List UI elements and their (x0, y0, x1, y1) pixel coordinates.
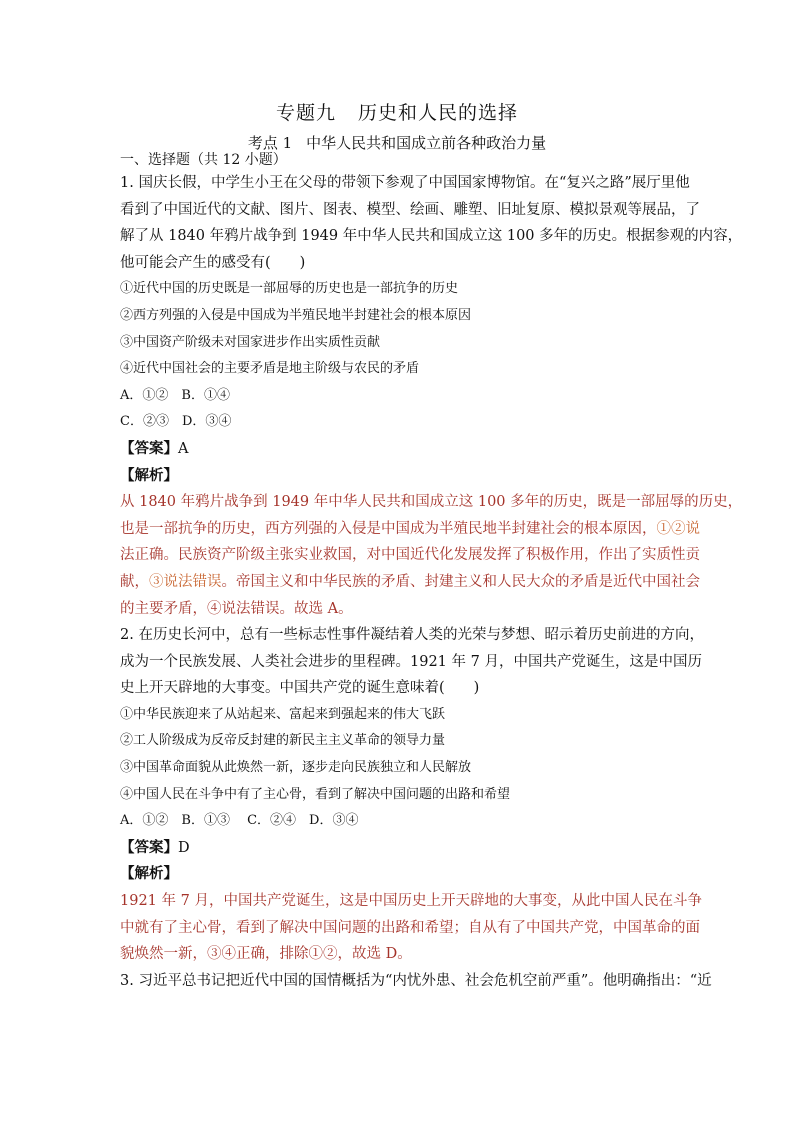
q1-stem-line: 他可能会产生的感受有( ) (120, 254, 306, 271)
q1-answer (120, 436, 682, 463)
q1-analysis-line (120, 516, 700, 543)
q2-stem-line: 成为一个民族发展、人类社会进步的里程碑。1921 年 7 月，中国共产党诞生，这是中国历 (120, 653, 702, 670)
q1-stem-line: 1. 国庆长假，中学生小王在父母的带领下参观了中国国家博物馆。在“复兴之路”展厅里他 (120, 175, 690, 191)
q2-analysis-line: 1921 年 7 月，中国共产党诞生，这是中国历史上开天辟地的大事变，从此中国人民在斗争 (120, 893, 702, 910)
q1-analysis-line: 从 1840 年鸦片战争到 1949 年中华人民共和国成立这 100 多年的历史，既是一部屈辱的历史， (120, 494, 743, 511)
q3-stem-line: 3. 习近平总书记把近代中国的国情概括为“内忧外患、社会危机空前严重”。他明确指出：“近 (120, 972, 712, 989)
q2-analysis-label: 【解析】 (120, 865, 178, 883)
answer-label: 【答案】 (120, 838, 178, 856)
q1-item: ③中国资产阶级未对国家进步作出实质性贡献 (120, 334, 381, 350)
q1-choice-row: C．②③ D．③④ (120, 414, 232, 430)
q2-choice-row: A．①② B．①③ C．②④ D．③④ (120, 813, 359, 829)
q1-analysis-line: 法正确。民族资产阶级主张实业救国，对中国近代化发展发挥了积极作用，作出了实质性贡 (120, 547, 700, 564)
subtitle-left: 考点 1 (247, 134, 293, 152)
q1-analysis-line: 的主要矛盾，④说法错误。故选 A。 (120, 600, 353, 617)
q2-item: ③中国革命面貌从此焕然一新，逐步走向民族独立和人民解放 (120, 760, 472, 776)
q1-analysis-line (120, 569, 700, 596)
page-title (0, 98, 794, 125)
title-left: 专题九 (275, 102, 336, 124)
section-heading: 一、选择题（共 12 小题） (120, 152, 287, 168)
q1-stem-line: 看到了中国近代的文献、图片、图表、模型、绘画、雕塑、旧址复原、模拟景观等展品，了 (120, 201, 700, 218)
analysis-text: 也是一部抗争的历史，西方列强的入侵是中国成为半殖民地半封建社会的根本原因， (120, 520, 657, 537)
answer-value: D (178, 839, 190, 856)
q2-stem-line: 2. 在历史长河中，总有一些标志性事件凝结着人类的光荣与梦想、昭示着历史前进的方向， (120, 627, 704, 644)
title-right: 历史和人民的选择 (358, 102, 519, 124)
q1-item: ④近代中国社会的主要矛盾是地主阶级与农民的矛盾 (120, 361, 420, 377)
analysis-highlight: ③说法错误 (149, 573, 222, 590)
q1-analysis-label: 【解析】 (120, 466, 178, 484)
q1-item: ①近代中国的历史既是一部屈辱的历史也是一部抗争的历史 (120, 281, 459, 297)
analysis-highlight: ①②说 (656, 520, 700, 537)
q2-item: ①中华民族迎来了从站起来、富起来到强起来的伟大飞跃 (120, 706, 446, 722)
q2-analysis-line: 貌焕然一新，③④正确，排除①②，故选 D。 (120, 946, 412, 963)
content (120, 150, 743, 994)
q1-choice-row: A．①② B．①④ (120, 387, 230, 403)
q1-item: ②西方列强的入侵是中国成为半殖民地半封建社会的根本原因 (120, 307, 472, 323)
analysis-text: 。帝国主义和中华民族的矛盾、封建主义和人民大众的矛盾是近代中国社会 (221, 573, 700, 590)
q1-stem-line: 解了从 1840 年鸦片战争到 1949 年中华人民共和国成立这 100 多年的历史。根据参观的内容， (120, 228, 743, 245)
answer-value: A (178, 440, 189, 457)
q2-answer (120, 835, 682, 862)
q2-item: ②工人阶级成为反帝反封建的新民主主义革命的领导力量 (120, 733, 446, 749)
q2-analysis-line: 中就有了主心骨，看到了解决中国问题的出路和希望；自从有了中国共产党，中国革命的面 (120, 919, 700, 936)
q2-item: ④中国人民在斗争中有了主心骨，看到了解决中国问题的出路和希望 (120, 786, 511, 802)
q2-stem-line: 史上开天辟地的大事变。中国共产党的诞生意味着( ) (120, 680, 480, 697)
subtitle-right: 中华人民共和国成立前各种政治力量 (306, 134, 547, 152)
answer-label: 【答案】 (120, 439, 178, 457)
analysis-text: 献， (120, 573, 149, 590)
